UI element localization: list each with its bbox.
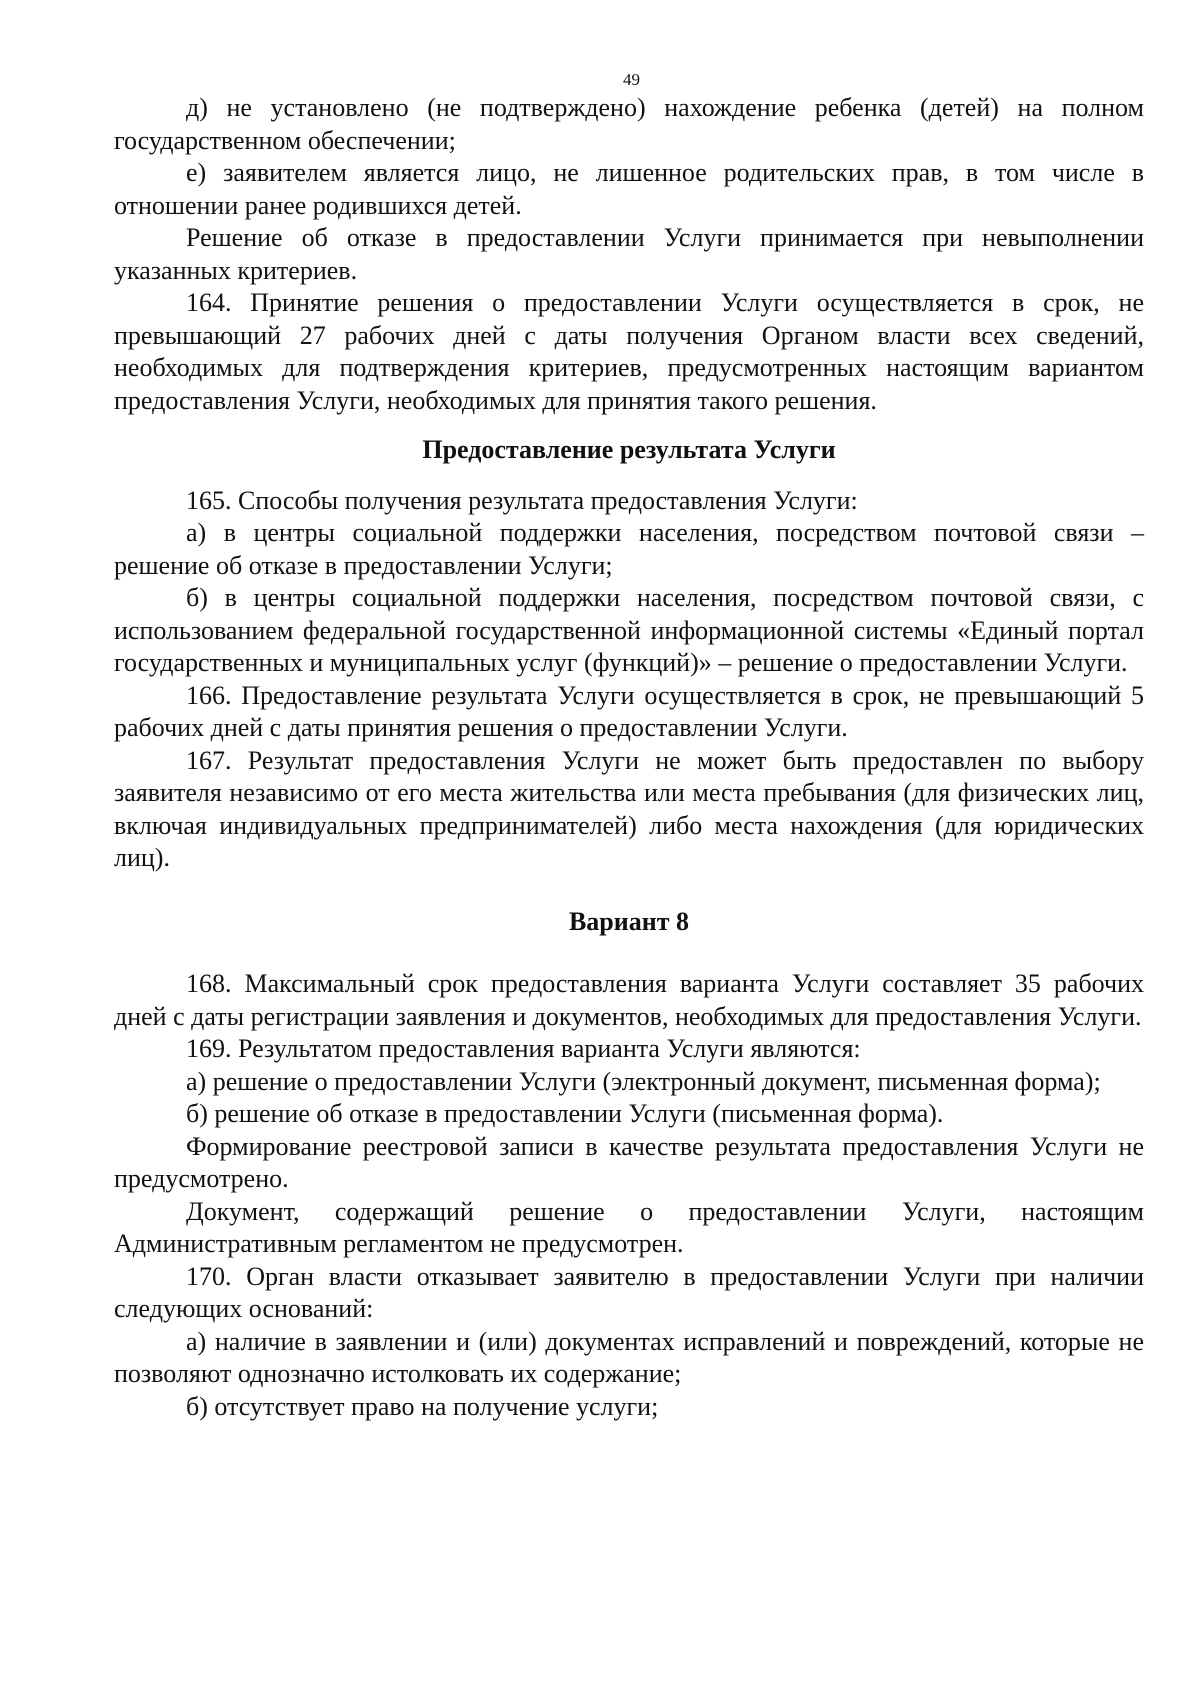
paragraph: 165. Способы получения результата предоставления Услуги: [186,485,858,515]
paragraph: д) не установлено (не подтверждено) нахождение ребенка (детей) на полном государственном обеспечении; [114,93,1144,155]
paragraph: а) наличие в заявлении и (или) документах исправлений и повреждений, которые не позволяют однозначно истолковать их содержание; [114,1326,1144,1388]
paragraph: а) в центры социальной поддержки населения, посредством почтовой связи – решение об отказе в предоставлении Услуги; [114,518,1144,580]
page-number: 49 [623,70,640,89]
paragraph: 168. Максимальный срок предоставления варианта Услуги составляет 35 рабочих дней с даты регистрации заявления и документов, необходимых для предоставления Услуги. [114,969,1144,1031]
paragraph: Формирование реестровой записи в качестве результата предоставления Услуги не предусмотрено. [114,1131,1144,1193]
section-heading-result: Предоставление результата Услуги [422,435,836,464]
paragraph: 169. Результатом предоставления варианта Услуги являются: [186,1034,861,1063]
paragraph: б) в центры социальной поддержки населения, посредством почтовой связи, с использованием федеральной государственной информационной системы «Единый портал государственных и муниципальных услуг (функций)» – решение о предоставлении Услуги. [114,583,1144,677]
paragraph: Решение об отказе в предоставлении Услуги принимается при невыполнении указанных критериев. [114,223,1144,285]
paragraph: б) отсутствует право на получение услуги; [186,1391,659,1421]
paragraph: е) заявителем является лицо, не лишенное родительских прав, в том числе в отношении ранее родившихся детей. [114,158,1144,220]
paragraph: Документ, содержащий решение о предоставлении Услуги, настоящим Административным регламентом не предусмотрен. [114,1196,1144,1258]
paragraph: а) решение о предоставлении Услуги (электронный документ, письменная форма); [186,1066,1101,1096]
page-body [114,92,1144,1423]
paragraph: 167. Результат предоставления Услуги не может быть предоставлен по выбору заявителя независимо от его места жительства или места пребывания (для физических лиц, включая индивидуальных предпринимателей) либо места нахождения (для юридических лиц). [114,745,1144,872]
paragraph: 170. Орган власти отказывает заявителю в предоставлении Услуги при наличии следующих оснований: [114,1261,1144,1323]
paragraph: 164. Принятие решения о предоставлении Услуги осуществляется в срок, не превышающий 27 рабочих дней с даты получения Органом власти всех сведений, необходимых для подтверждения критериев, предусмотренных настоящим вариантом предоставления Услуги, необходимых для принятия такого решения. [114,288,1144,415]
section-heading-variant: Вариант 8 [568,906,690,936]
paragraph: б) решение об отказе в предоставлении Услуги (письменная форма). [186,1099,944,1128]
paragraph: 166. Предоставление результата Услуги осуществляется в срок, не превышающий 5 рабочих дней с даты принятия решения о предоставлении Услуги. [114,680,1144,742]
